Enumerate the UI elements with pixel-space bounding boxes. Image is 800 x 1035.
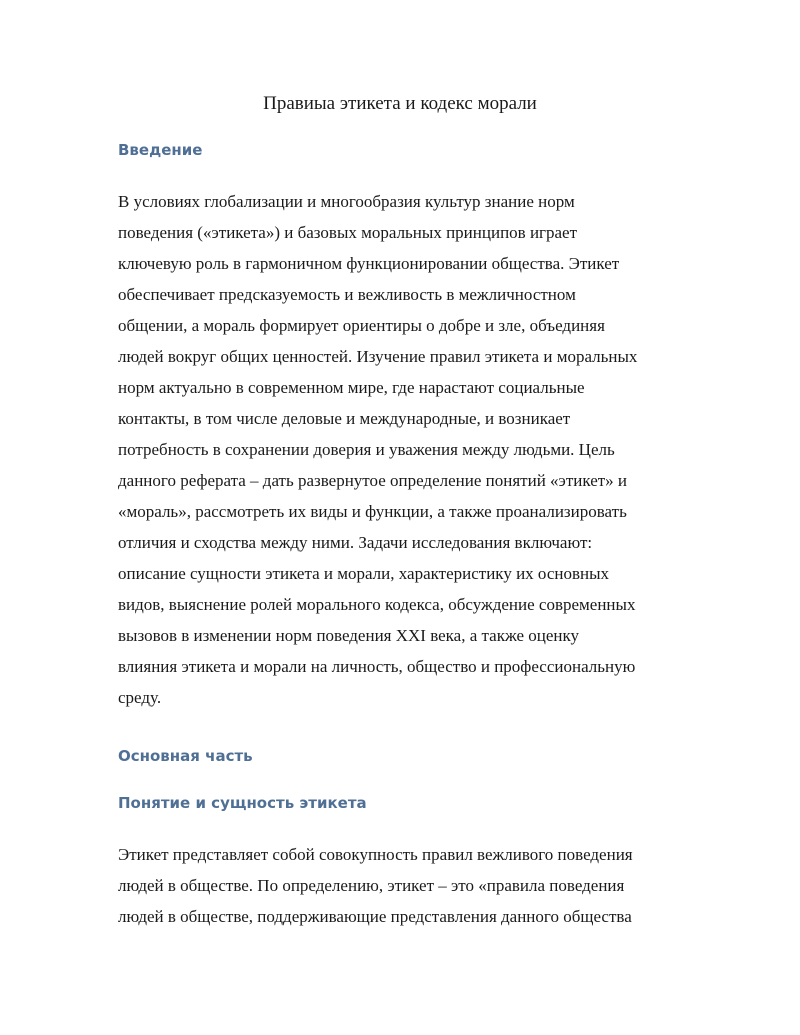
paragraph-line: людей в обществе, поддерживающие представления данного общества bbox=[118, 907, 632, 926]
paragraph-line: Этикет представляет собой совокупность правил вежливого поведения bbox=[118, 845, 633, 864]
section-heading-intro: Введение bbox=[118, 141, 203, 159]
paragraph-line: среду. bbox=[118, 688, 162, 707]
paragraph-line: контакты, в том числе деловые и международные, и возникает bbox=[118, 409, 571, 428]
paragraph-line: вызовов в изменении норм поведения XXI века, а также оценку bbox=[118, 626, 580, 645]
paragraph-line: поведения («этикета») и базовых моральных принципов играет bbox=[118, 223, 578, 242]
paragraph-line: описание сущности этикета и морали, характеристику их основных bbox=[118, 564, 610, 583]
document-title: Правиыа этикета и кодекс морали bbox=[263, 93, 537, 114]
paragraph-line: влияния этикета и морали на личность, общество и профессиональную bbox=[118, 657, 636, 676]
paragraph-line: видов, выяснение ролей морального кодекса, обсуждение современных bbox=[118, 595, 636, 614]
paragraph-line: общении, а мораль формирует ориентиры о добре и зле, объединяя bbox=[118, 316, 605, 335]
paragraph-line: людей вокруг общих ценностей. Изучение правил этикета и моральных bbox=[118, 347, 638, 366]
paragraph-line: ключевую роль в гармоничном функционировании общества. Этикет bbox=[118, 254, 620, 273]
paragraph-line: данного реферата – дать развернутое определение понятий «этикет» и bbox=[118, 471, 628, 490]
section-heading-main: Основная часть bbox=[118, 747, 253, 765]
paragraph-line: обеспечивает предсказуемость и вежливость в межличностном bbox=[118, 285, 576, 304]
paragraph-line: людей в обществе. По определению, этикет – это «правила поведения bbox=[118, 876, 625, 895]
paragraph-line: «мораль», рассмотреть их виды и функции, а также проанализировать bbox=[118, 502, 627, 521]
paragraph-line: норм актуально в современном мире, где нарастают социальные bbox=[118, 378, 585, 397]
paragraph-line: потребность в сохранении доверия и уважения между людьми. Цель bbox=[118, 440, 615, 459]
subsection-heading-etiquette: Понятие и сущность этикета bbox=[118, 794, 367, 812]
intro-paragraph bbox=[118, 186, 698, 713]
paragraph-line: В условиях глобализации и многообразия культур знание норм bbox=[118, 192, 575, 211]
paragraph-line: отличия и сходства между ними. Задачи исследования включают: bbox=[118, 533, 593, 552]
etiquette-paragraph bbox=[118, 839, 698, 932]
